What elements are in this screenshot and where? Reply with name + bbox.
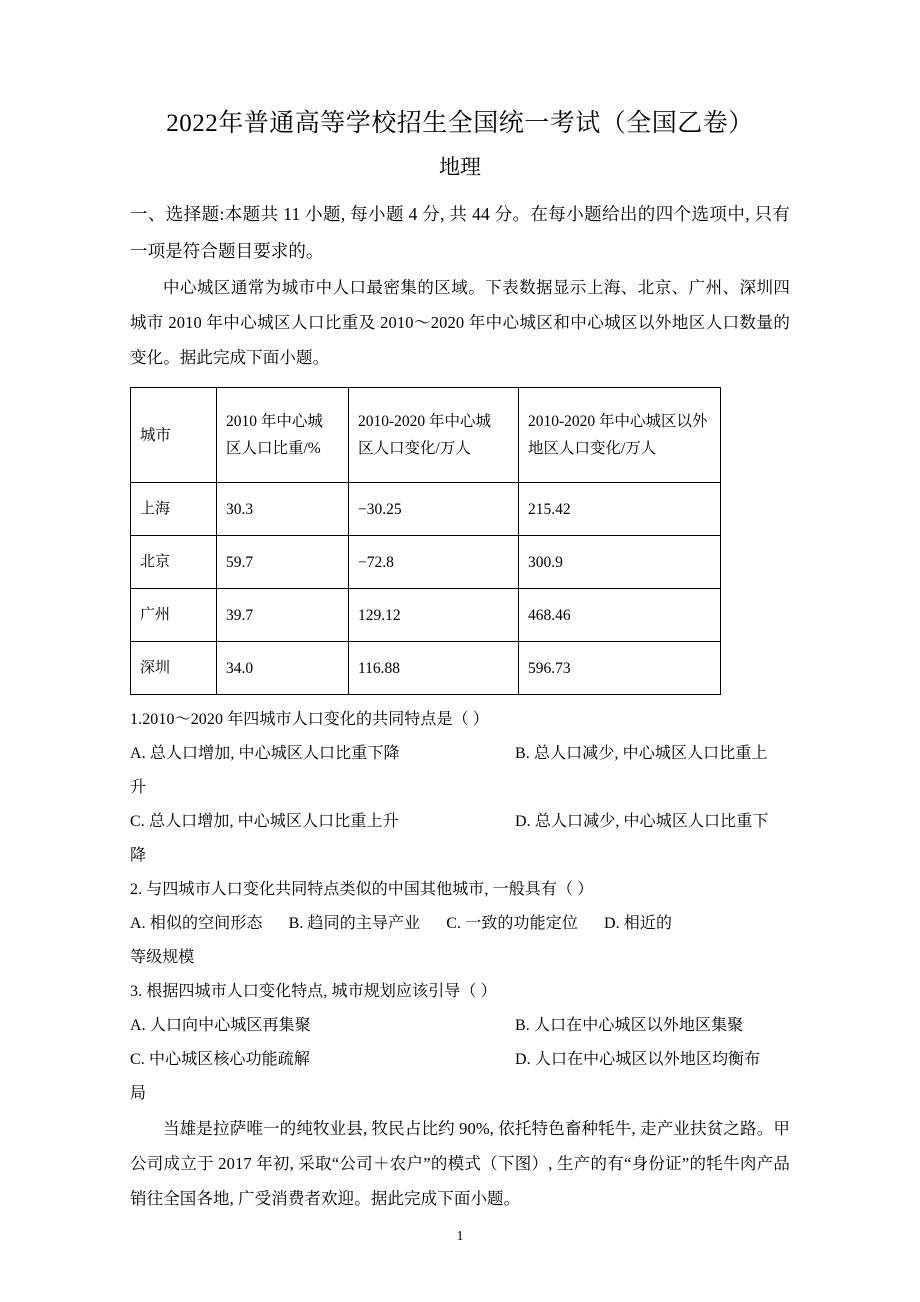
question-3-option-d-tail: 局	[130, 1085, 147, 1102]
table-header-center-change	[349, 388, 519, 483]
table-header-city	[131, 388, 217, 483]
table-body	[131, 483, 721, 695]
question-2-stem: 2. 与四城市人口变化共同特点类似的中国其他城市, 一般具有（ ）	[130, 881, 594, 898]
question-3-stem: 3. 根据四城市人口变化特点, 城市规划应该引导（ ）	[130, 983, 497, 1000]
question-3-option-d[interactable]: D. 人口在中心城区以外地区均衡布	[515, 1051, 761, 1068]
cell-center-change: 129.12	[349, 589, 519, 642]
page-content	[130, 0, 790, 1216]
cell-ratio-2010: 30.3	[217, 483, 349, 536]
question-3-option-a[interactable]: A. 人口向中心城区再集聚	[130, 1017, 311, 1034]
question-2	[130, 873, 790, 975]
table-head	[131, 388, 721, 483]
table-header-row	[131, 388, 721, 483]
question-2-option-d[interactable]: D. 相近的	[603, 915, 673, 932]
question-2-option-c[interactable]: C. 一致的功能定位	[446, 915, 578, 932]
header-line: 城市	[140, 426, 172, 444]
question-1-option-d[interactable]: D. 总人口减少, 中心城区人口比重下	[515, 813, 769, 830]
question-3-option-c[interactable]: C. 中心城区核心功能疏解	[130, 1051, 310, 1068]
cell-ratio-2010: 59.7	[217, 536, 349, 589]
population-table	[130, 387, 721, 695]
cell-center-change: −30.25	[349, 483, 519, 536]
question-2-options	[130, 907, 790, 975]
question-1	[130, 703, 790, 873]
passage-1: 中心城区通常为城市中人口最密集的区域。下表数据显示上海、北京、广州、深圳四城市 2010 年中心城区人口比重及 2010～2020 年中心城区和中心城区以外地区人口数量的变化。据此完成下面小题。	[130, 278, 790, 367]
question-1-option-b[interactable]: B. 总人口减少, 中心城区人口比重上	[515, 745, 768, 762]
table-header-outer-change	[519, 388, 721, 483]
header-line-1: 2010-2020 年中心城	[358, 413, 492, 430]
header-line-2: 地区人口变化/万人	[528, 440, 657, 457]
question-2-option-a[interactable]: A. 相似的空间形态	[130, 915, 263, 932]
question-2-option-b[interactable]: B. 趋同的主导产业	[288, 915, 421, 932]
option-row	[130, 1009, 790, 1043]
option-row	[130, 1043, 790, 1077]
header-line-2: 区人口变化/万人	[358, 440, 471, 457]
passage-2: 当雄是拉萨唯一的纯牧业县, 牧民占比约 90%, 依托特色畜种牦牛, 走产业扶贫之路。甲公司成立于 2017 年初, 采取“公司＋农户”的模式（下图）, 生产的有“身份证”的牦牛肉产品销往全国各地, 广受消费者欢迎。据此完成下面小题。	[130, 1119, 790, 1208]
table-row	[131, 483, 721, 536]
question-1-option-a[interactable]: A. 总人口增加, 中心城区人口比重下降	[130, 745, 400, 762]
question-1-option-d-tail: 降	[130, 847, 147, 864]
population-table-wrapper	[130, 387, 790, 695]
table-row	[131, 642, 721, 695]
question-1-stem: 1.2010～2020 年四城市人口变化的共同特点是（ ）	[130, 711, 489, 728]
question-1-option-c[interactable]: C. 总人口增加, 中心城区人口比重上升	[130, 813, 399, 830]
cell-city: 北京	[131, 536, 217, 589]
cell-outer-change: 215.42	[519, 483, 721, 536]
table-row	[131, 589, 721, 642]
cell-city: 上海	[131, 483, 217, 536]
option-row	[130, 805, 790, 839]
page-title: 2022年普通高等学校招生全国统一考试（全国乙卷）	[166, 110, 754, 137]
cell-center-change: −72.8	[349, 536, 519, 589]
cell-city: 深圳	[131, 642, 217, 695]
cell-outer-change: 596.73	[519, 642, 721, 695]
question-1-option-b-tail: 升	[130, 779, 147, 796]
subject-title: 地理	[439, 155, 481, 179]
header-line-1: 2010-2020 年中心城区以外	[528, 413, 708, 430]
cell-outer-change: 300.9	[519, 536, 721, 589]
question-3-options	[130, 1009, 790, 1111]
question-1-options	[130, 737, 790, 873]
option-row	[130, 737, 790, 771]
question-2-option-d-tail: 等级规模	[130, 949, 195, 966]
table-row	[131, 536, 721, 589]
cell-city: 广州	[131, 589, 217, 642]
header-line-2: 区人口比重/%	[226, 440, 321, 457]
header-line-1: 2010 年中心城	[226, 413, 323, 430]
cell-ratio-2010: 34.0	[217, 642, 349, 695]
cell-ratio-2010: 39.7	[217, 589, 349, 642]
page-number: 1	[456, 1229, 464, 1244]
cell-center-change: 116.88	[349, 642, 519, 695]
option-row	[130, 907, 790, 941]
cell-outer-change: 468.46	[519, 589, 721, 642]
table-header-ratio-2010	[217, 388, 349, 483]
question-3	[130, 975, 790, 1111]
question-3-option-b[interactable]: B. 人口在中心城区以外地区集聚	[515, 1017, 744, 1034]
section-heading: 一、选择题:本题共 11 小题, 每小题 4 分, 共 44 分。在每小题给出的四个选项中, 只有一项是符合题目要求的。	[130, 204, 790, 261]
